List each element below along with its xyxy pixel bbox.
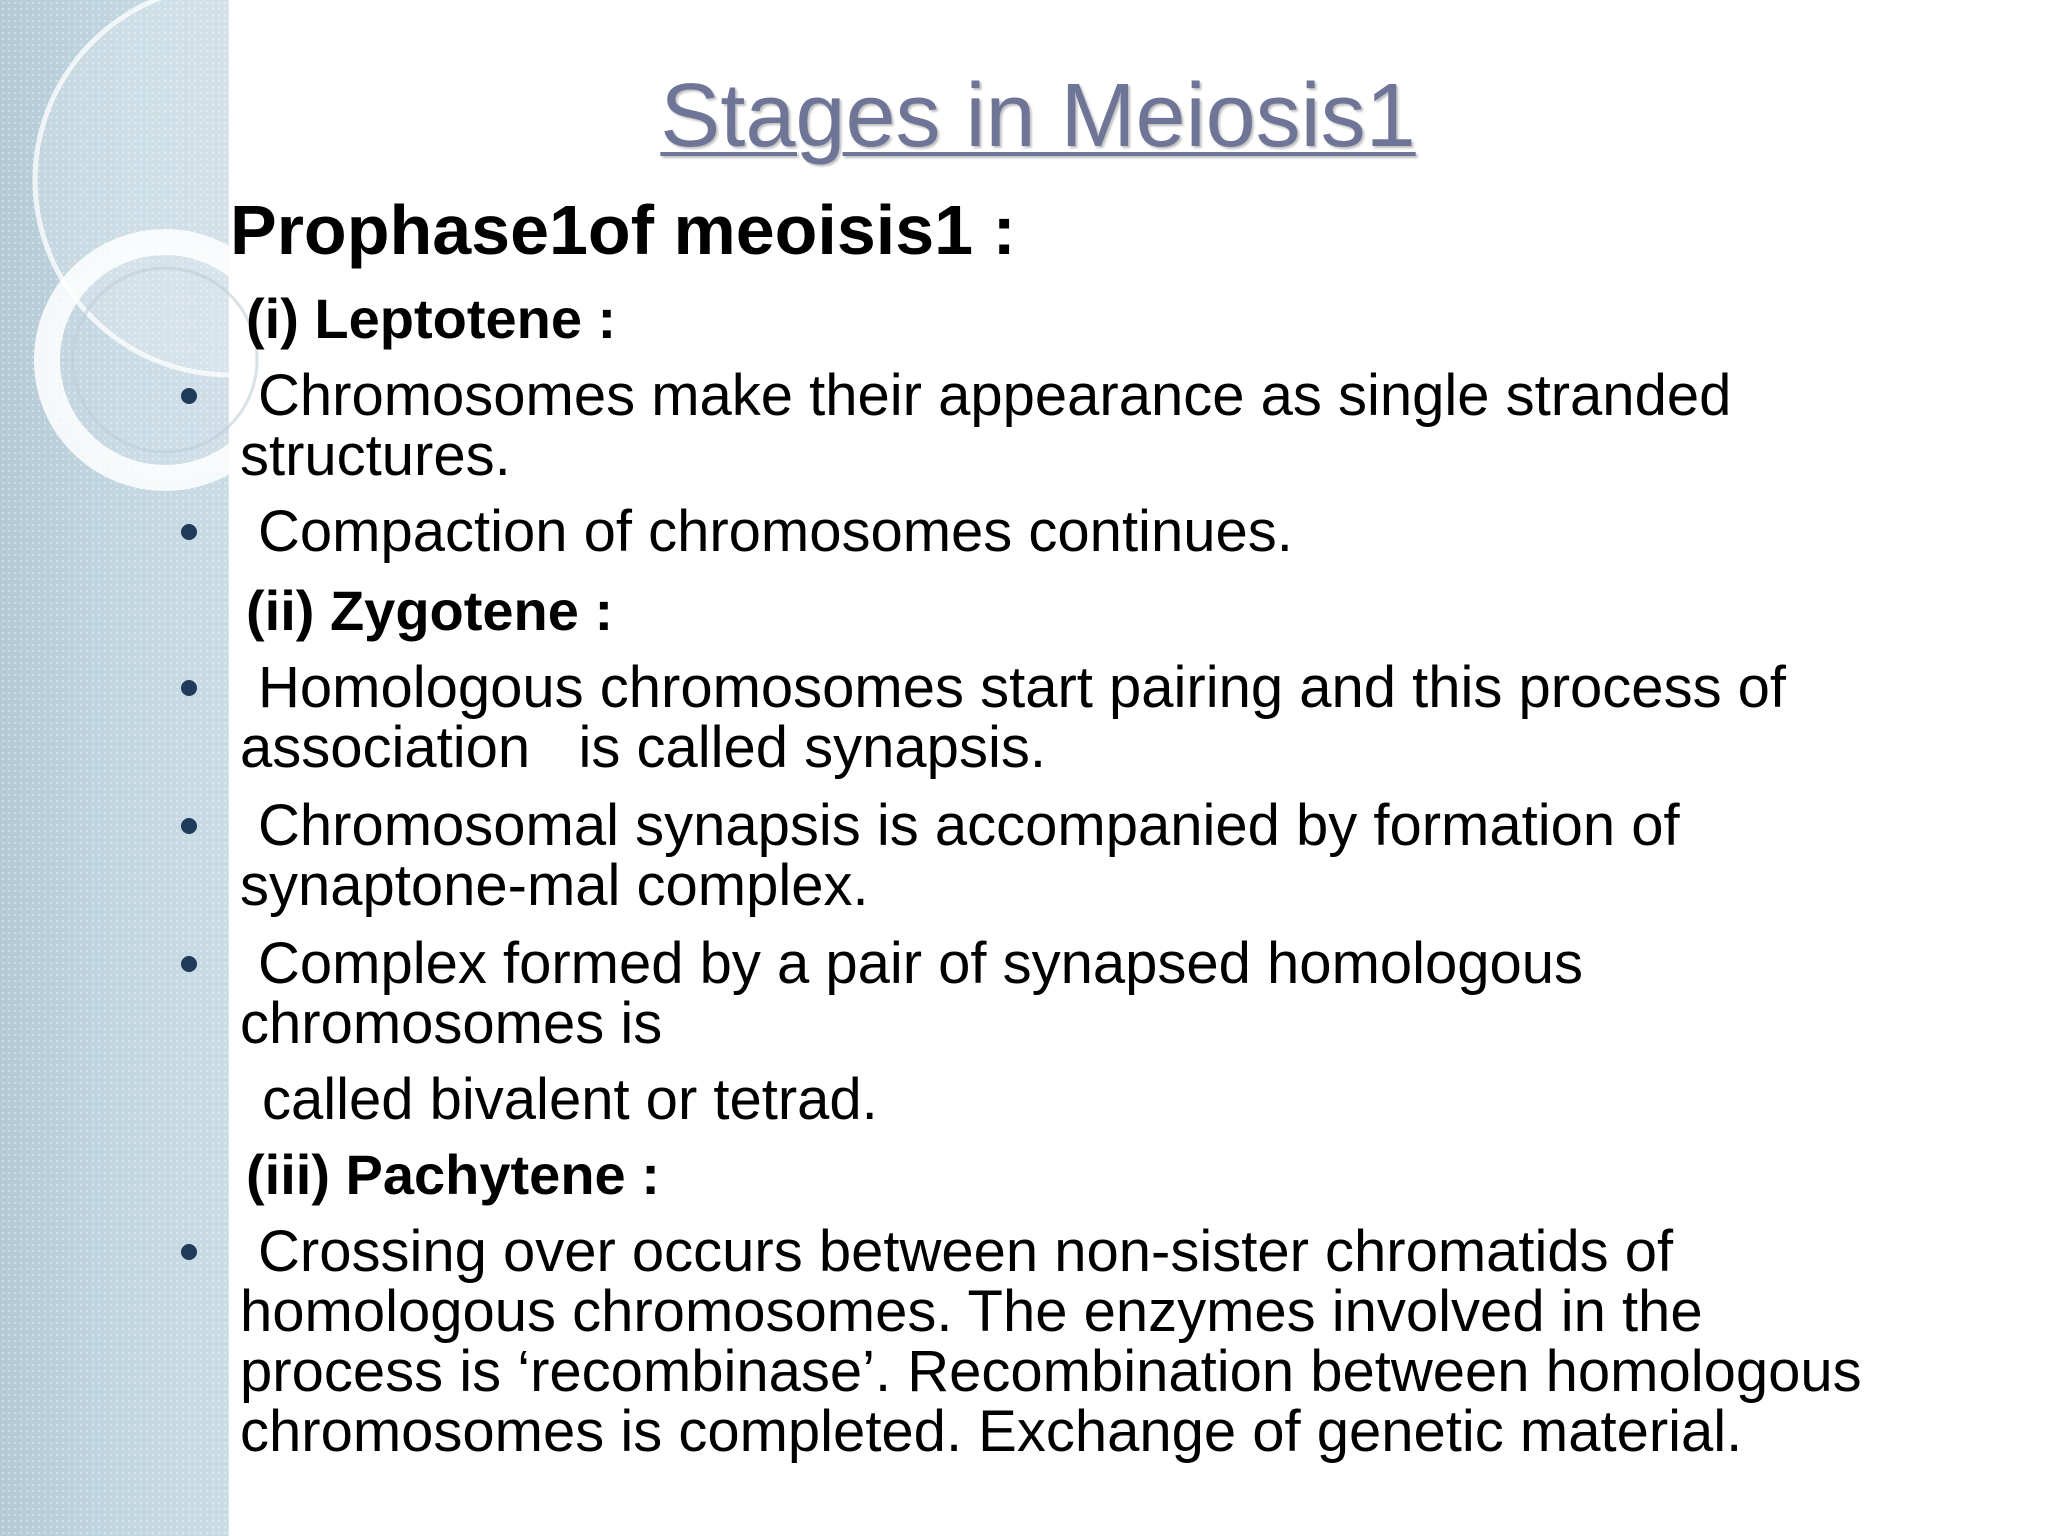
bullet-text-line: Crossing over occurs between non-sister chromatids of [258,1219,1674,1284]
bullet-item [240,363,2030,488]
bullet-icon [181,524,197,540]
bullet-icon [181,1244,197,1260]
bullet-icon [181,388,197,404]
slide-title: Stages in Meiosis1 [660,66,1416,166]
bullet-text-line: Complex formed by a pair of synapsed homologous [258,931,1584,996]
section-heading-zygotene: (ii) Zygotene : [246,579,614,642]
bullet-item [240,655,2030,780]
bullet-icon [181,956,197,972]
bullet-text-line: synaptone-mal complex. [240,853,869,918]
bullet-icon [181,680,197,696]
bullet-item [240,793,2030,918]
bullet-item [240,1219,2030,1464]
bullet-text-line: Compaction of chromosomes continues. [258,499,1293,564]
section-heading-leptotene: (i) Leptotene : [246,287,617,350]
bullet-text-line: Chromosomes make their appearance as single stranded [258,363,1732,428]
slide-subtitle: Prophase1of meoisis1 : [230,191,1016,269]
bullet-text-line: chromosomes is [240,991,663,1056]
decorative-circles-icon [0,0,260,520]
bullet-text-line: structures. [240,423,511,488]
bullet-text-line: Homologous chromosomes start pairing and this process of [258,655,1787,720]
bullet-text-line: Chromosomal synapsis is accompanied by formation of [258,793,1680,858]
bullet-icon [181,818,197,834]
bullet-text-line: association is called synapsis. [240,715,1046,780]
bullet-text-line: homologous chromosomes. The enzymes involved in the [240,1279,1703,1344]
bullet-item [240,499,2030,564]
bullet-text-line: process is ‘recombinase’. Recombination between homologous [240,1339,1862,1404]
section-heading-pachytene: (iii) Pachytene : [246,1143,660,1206]
continuation-text: called bivalent or tetrad. [262,1067,878,1132]
bullet-item [240,931,2030,1056]
bullet-text-line: chromosomes is completed. Exchange of genetic material. [240,1399,1743,1464]
